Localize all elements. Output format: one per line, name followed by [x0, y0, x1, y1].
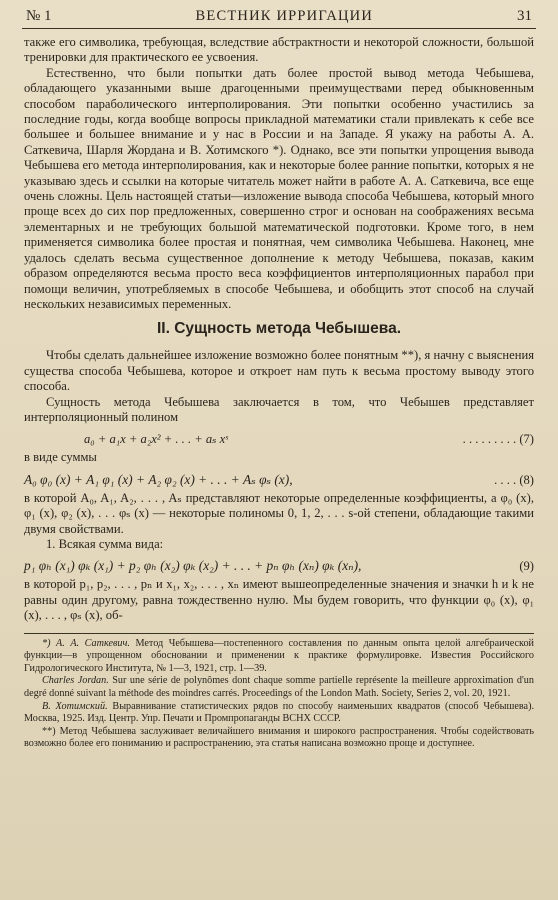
running-header [22, 8, 536, 29]
footnote-author: *) А. А. Саткевич. [42, 637, 130, 649]
footnote [24, 675, 534, 700]
paragraph-orthogonality: в которой p₁, p₂, . . . , pₙ и x₁, x₂, . . . , xₙ имеют вышеопределенные значения и значки h и k не равны один другому, равна тождественно нулю. Мы будем говорить, что функции φ₀ (x), φ₁ (x), . . . , φₛ (x), об- [24, 577, 534, 623]
formula-9-expression: p₁ φₕ (x₁) φₖ (x₁) + p₂ φₕ (x₂) φₖ (x₂) + . . . + pₙ φₕ (xₙ) φₖ (xₙ), [24, 558, 362, 574]
footnote-author: Charles Jordan. [42, 675, 109, 687]
paragraph-intro-section: Чтобы сделать дальнейшее изложение возможно более понятным **), я начну с выяснения существа способа Чебышева, которое и откроет нам путь к весьма простому выводу этого способа. [24, 348, 534, 394]
issue-number: № 1 [26, 8, 52, 24]
formula-8-expression: A₀ φ₀ (x) + A₁ φ₁ (x) + A₂ φ₂ (x) + . . . + Aₛ φₛ (x), [24, 471, 293, 487]
formula-7 [24, 431, 534, 447]
as-sum-label: в виде суммы [24, 450, 97, 465]
paragraph-coefficients: в которой A₀, A₁, A₂, . . . , Aₛ представляют некоторые определенные коэффициенты, а φ₀ (x), φ₁ (x), φ₂ (x), . . . φₛ (x) — некоторые полиномы 0, 1, 2, . . . s-ой степени, обладающие такими двумя свойствами. [24, 490, 534, 536]
footnote [24, 638, 534, 676]
formula-7-expression: a₀ + a₁x + a₂x² + . . . + aₛ xˢ [84, 432, 228, 447]
property-1-label: 1. Всякая сумма вида: [46, 536, 164, 551]
journal-title: ВЕСТНИК ИРРИГАЦИИ [195, 8, 374, 24]
footnote-text: Sur une série de polynômes dont chaque somme partielle représente la meilleure approximation d'un degré donné suivant la méthode des moindres carrés. Proceedings of the London Math. Society, Series 2, vol. 20, 1921. [24, 675, 534, 699]
footnote [24, 701, 534, 726]
paragraph-attempts: Естественно, что были попытки дать более простой вывод метода Чебышева, обладающего указанными выше драгоценными преимуществами перед обыкновенным способом параболического интерполирования. Эти попытки особенно участились за последние годы, когда вообще вопросы прикладной математики стали привлекать к себе все большее и большее внимание и у нас в России и на Западе. Я укажу на работы А. А. Саткевича, Шарля Жордана и В. Хотимского *). Однако, все эти попытки упрощения вывода Чебышева его метода интерполирования, как и некоторые более ранние попытки, которых я не указываю здесь и ссылки на которые читатель может найти в работе А. А. Саткевича, все еще очень сложны. Цель настоящей статьи—изложение вывода способа Чебышева, который много проще всех до сих пор предложенных, совершенно строг и основан на соображениях весьма элементарных и не требующих большой математической подготовки. Кроме того, в нем применяется символика более простая и понятная, чем символика Чебышева. Наконец, мне удалось сделать весьма существенное дополнение к методу Чебышева, показав, каким образом определяются весьма просто веса коэффициентов интерполяционных парабол при помощи величин, употребляемых в способе Чебышева, и обобщить этот способ на случай нескольких независимых переменных. [24, 65, 534, 311]
paragraph-continued: также его символика, требующая, вследствие абстрактности и некоторой сложности, большой тренировки для практического ее усвоения. [24, 35, 534, 65]
footnote-text: **) Метод Чебышева заслуживает величайшего внимания и широкого распространения. Чтобы содействовать возможно более его пониманию и распространению, эта статья написана возможно проще и доступнее. [24, 725, 534, 750]
section-heading: II. Сущность метода Чебышева. [157, 320, 401, 338]
footnote [24, 726, 534, 751]
footnote-text: Метод Чебышева—постепенного составления по данным опыта целой алгебраической функции—в упрощенном обосновании и применении к практике формулировке. Известия Российского Гидрологического Института, № 1—3, 1921, стр. 1—39. [24, 637, 534, 674]
footnote-author: В. Хотимский. [42, 700, 108, 712]
page-number: 31 [517, 8, 532, 24]
formula-8 [24, 472, 534, 488]
formula-9 [24, 558, 534, 574]
footnotes [24, 633, 534, 751]
article-body [22, 29, 536, 751]
formula-9-number: (9) [519, 559, 534, 574]
paragraph-essence: Сущность метода Чебышева заключается в том, что Чебышев представляет интерполяционный полином [24, 394, 534, 424]
footnote-text: Выравнивание статистических рядов по способу наименьших квадратов (способ Чебышева). Москва, 1925. Изд. Центр. Упр. Печати и Промпропаганды ВСНХ СССР. [24, 700, 535, 725]
formula-8-number: . . . . (8) [494, 472, 534, 487]
formula-7-number: . . . . . . . . . (7) [462, 432, 534, 447]
